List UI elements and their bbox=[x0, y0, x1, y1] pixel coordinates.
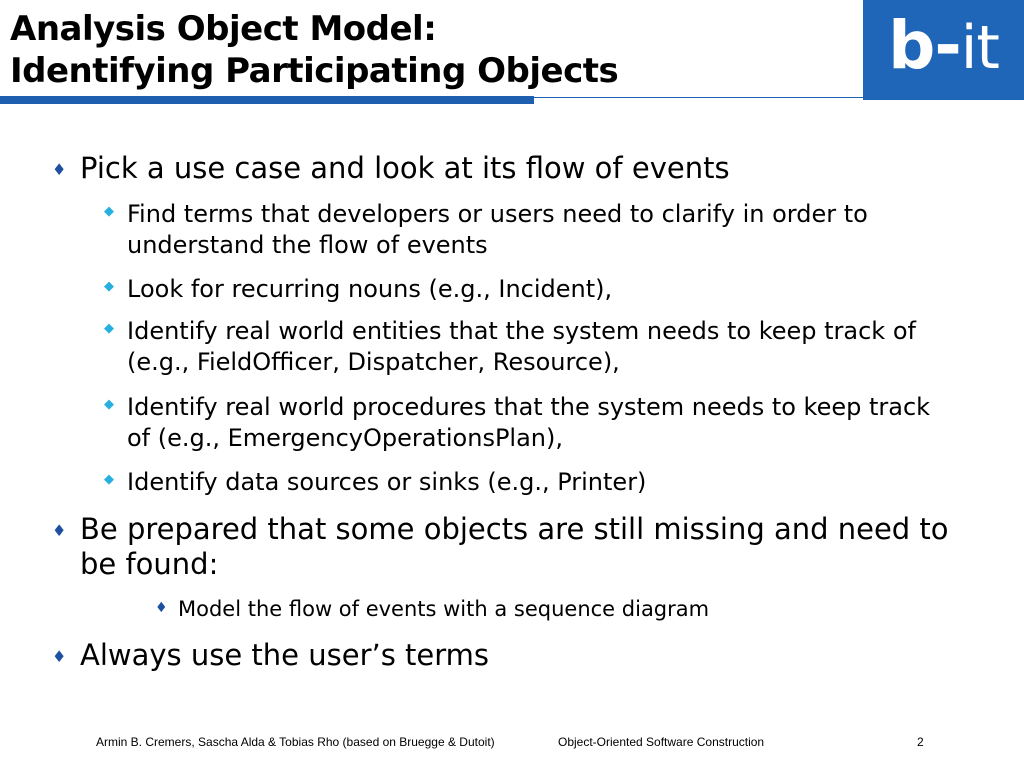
diamond-bullet-icon: ◆ bbox=[104, 279, 114, 294]
sub-bullet-sequence-diagram: Model the flow of events with a sequence diagram bbox=[178, 597, 710, 621]
diamond-bullet-icon: ◆ bbox=[104, 321, 114, 336]
bullet-pick-use-case: Pick a use case and look at its flow of events bbox=[80, 151, 730, 185]
diamond-bullet-icon: ◆ bbox=[104, 397, 114, 412]
sub-bullet-data-sources: Identify data sources or sinks (e.g., Printer) bbox=[127, 468, 647, 496]
title-underline-thick bbox=[0, 96, 534, 104]
diamond-bullet-icon: ♦ bbox=[155, 600, 168, 616]
sub-bullet-real-world-entities: Identify real world entities that the system needs to keep track of (e.g., FieldOfficer, Dispatcher, Resource), bbox=[127, 317, 916, 376]
title-underline-thin bbox=[534, 97, 864, 98]
title-line-2: Identifying Participating Objects bbox=[10, 51, 619, 91]
bit-logo bbox=[863, 0, 1024, 100]
logo-text bbox=[888, 6, 999, 88]
sub-bullet-real-world-procedures: Identify real world procedures that the system needs to keep track of (e.g., EmergencyOperationsPlan), bbox=[127, 393, 931, 452]
diamond-bullet-icon: ◆ bbox=[104, 204, 114, 219]
sub-bullet-recurring-nouns: Look for recurring nouns (e.g., Incident), bbox=[127, 275, 613, 303]
footer-page-number: 2 bbox=[917, 735, 924, 749]
diamond-bullet-icon: ♦ bbox=[52, 160, 67, 179]
title-line-1: Analysis Object Model: bbox=[10, 9, 437, 49]
logo-it: it bbox=[960, 13, 999, 83]
diamond-bullet-icon: ♦ bbox=[52, 647, 67, 666]
logo-b: b bbox=[888, 7, 935, 84]
slide-title bbox=[10, 8, 618, 92]
bullet-be-prepared: Be prepared that some objects are still missing and need to be found: bbox=[80, 512, 949, 581]
diamond-bullet-icon: ◆ bbox=[104, 472, 114, 487]
footer-authors: Armin B. Cremers, Sascha Alda & Tobias Rho (based on Bruegge & Dutoit) bbox=[96, 735, 495, 749]
logo-dash: - bbox=[934, 7, 961, 84]
diamond-bullet-icon: ♦ bbox=[52, 521, 67, 540]
bullet-user-terms: Always use the user’s terms bbox=[80, 638, 490, 672]
footer-course: Object-Oriented Software Construction bbox=[558, 735, 765, 749]
sub-bullet-find-terms: Find terms that developers or users need to clarify in order to understand the flow of events bbox=[127, 200, 868, 259]
